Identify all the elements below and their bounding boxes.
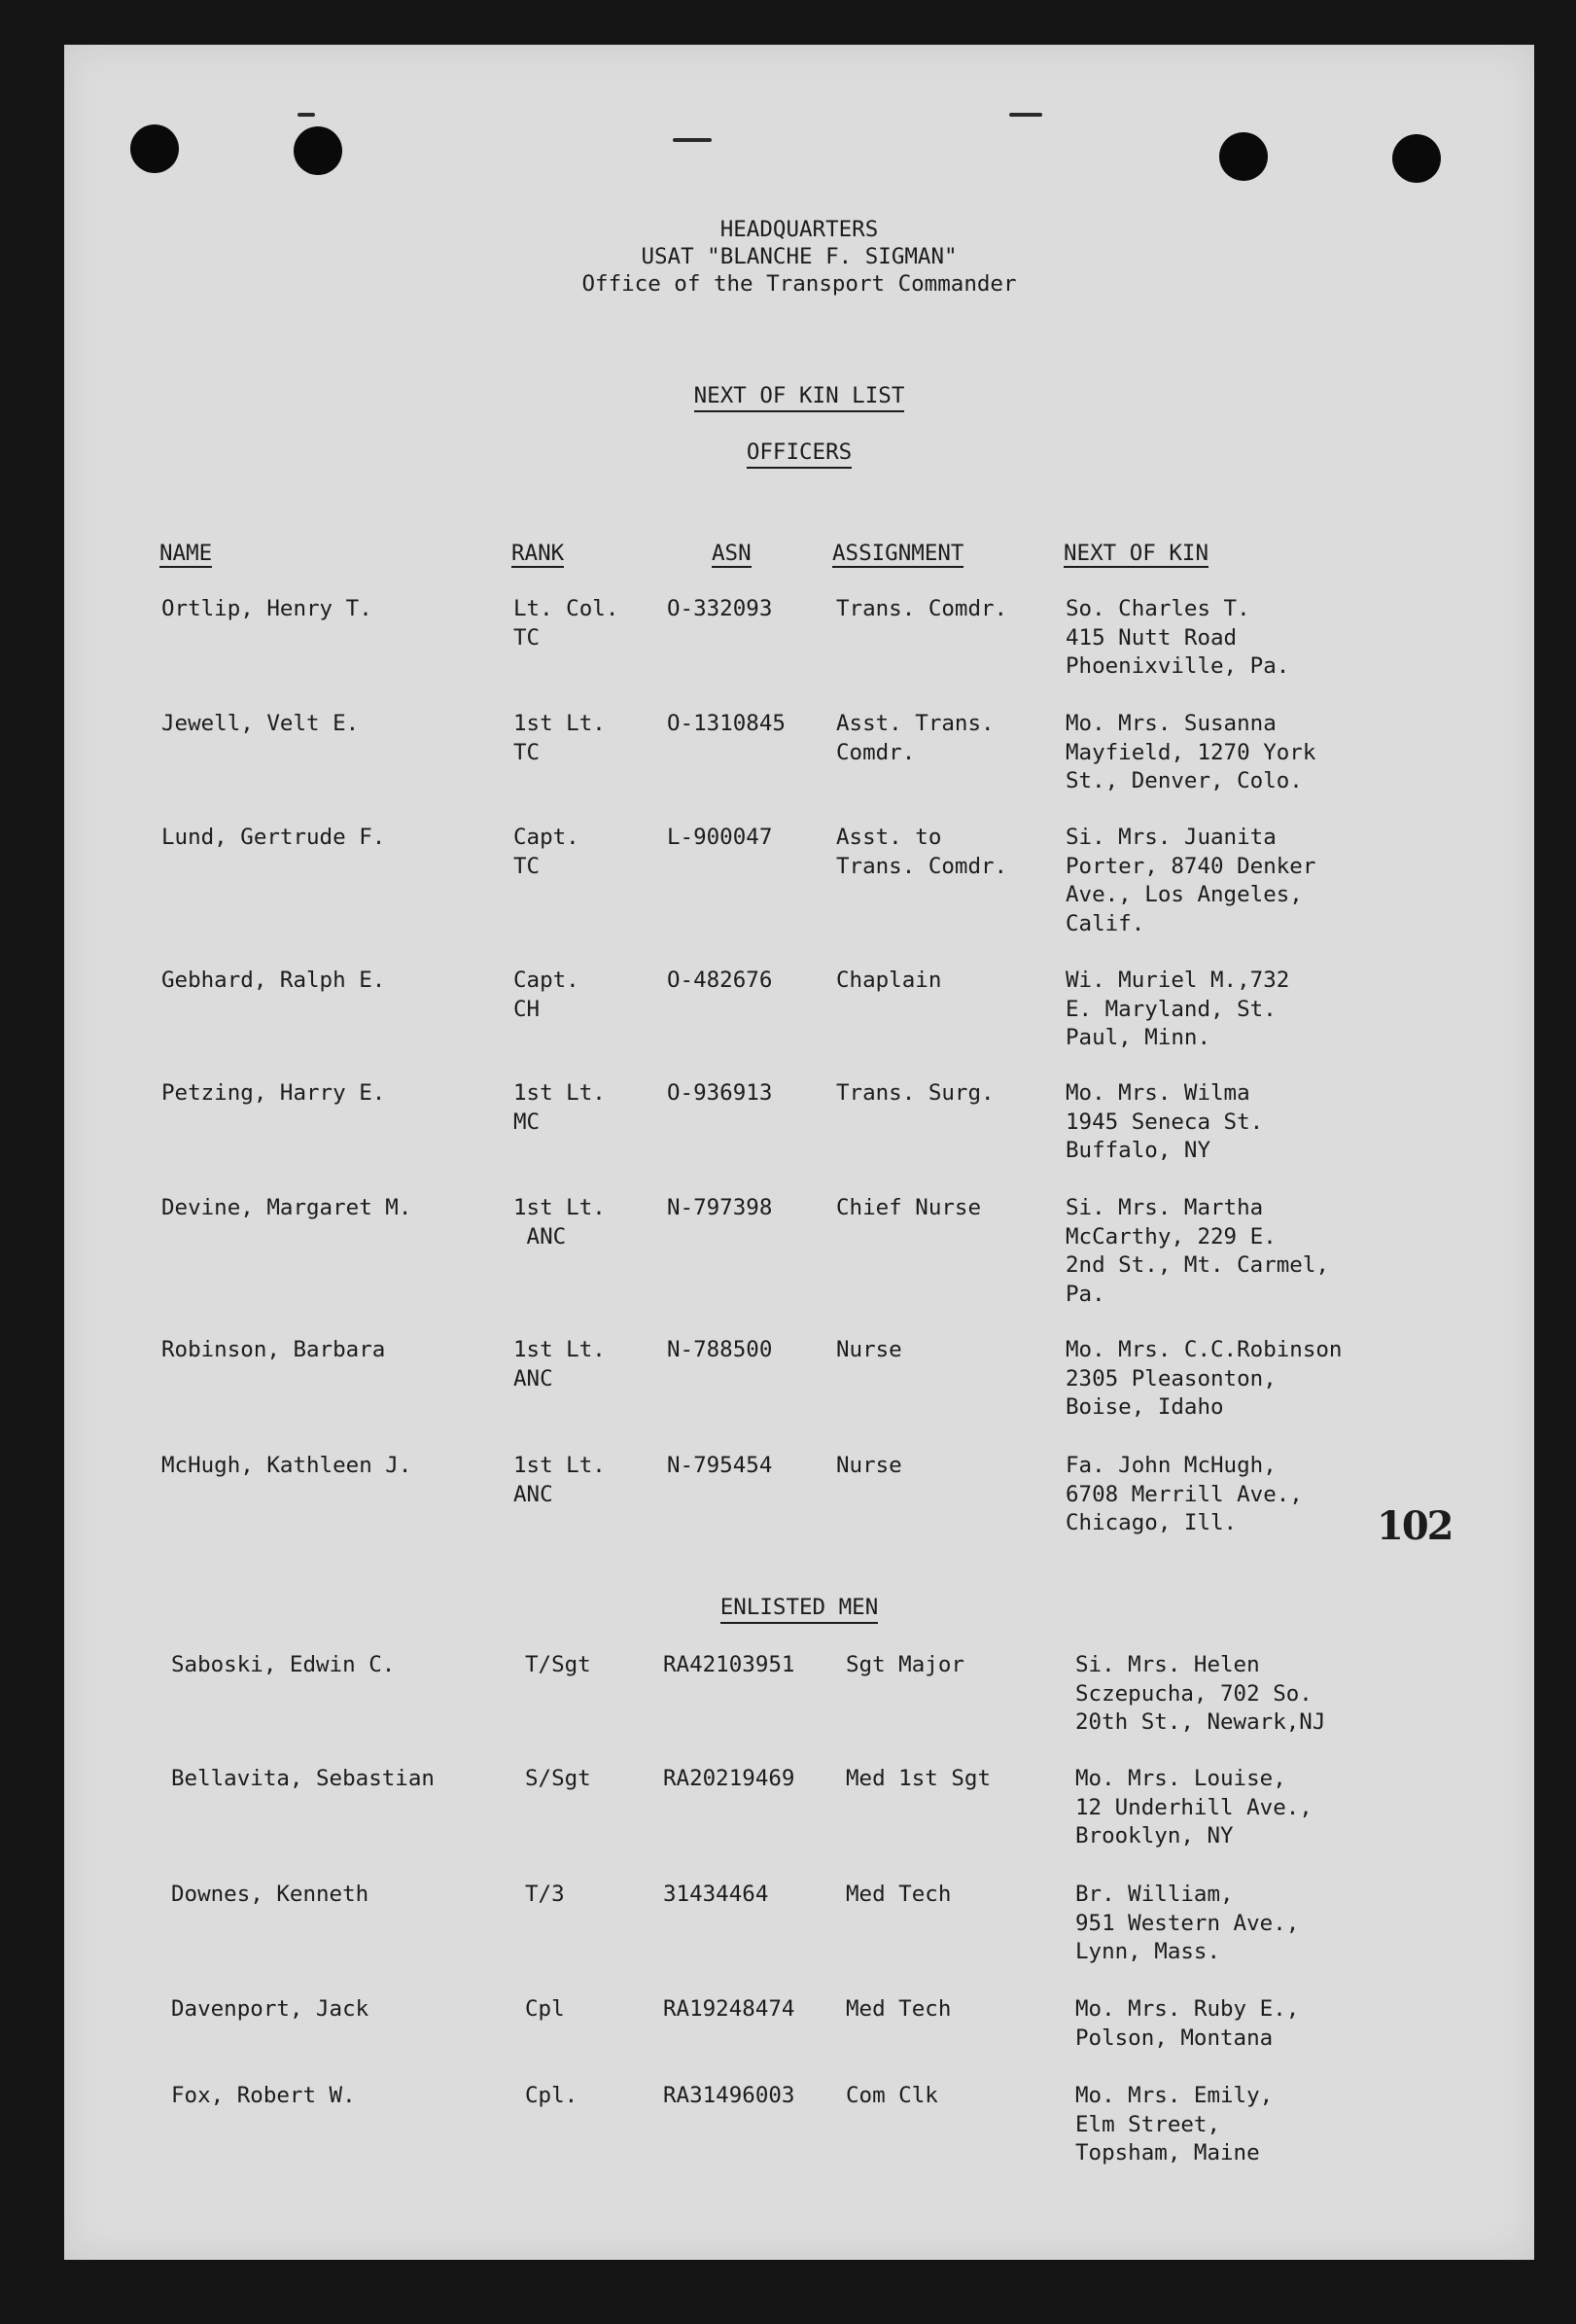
asn-cell (663, 2082, 794, 2111)
next-of-kin-text: Polson, Montana (1075, 2025, 1274, 2051)
next-of-kin-cell (1075, 1995, 1299, 2053)
next-of-kin-cell (1075, 1765, 1313, 1851)
next-of-kin-text: Phoenixville, Pa. (1066, 653, 1290, 679)
name-text: Downes, Kenneth (171, 1882, 369, 1907)
name-cell (171, 1651, 395, 1680)
name-text: Lund, Gertrude F. (161, 825, 386, 850)
header-line: HEADQUARTERS (719, 217, 879, 242)
name-text: Devine, Margaret M. (161, 1195, 412, 1220)
punch-hole (294, 126, 342, 175)
assignment-text: Nurse (836, 1453, 902, 1478)
rank-cell (513, 967, 579, 1024)
rank-text: MC (513, 1109, 541, 1135)
ink-smudge (1009, 113, 1042, 117)
rank-text: ANC (513, 1223, 567, 1250)
asn-cell (667, 710, 786, 739)
name-cell (171, 2082, 356, 2111)
name-cell (171, 1765, 435, 1794)
rank-cell (513, 1194, 606, 1251)
rank-cell (513, 595, 618, 652)
asn-text: O-482676 (667, 968, 773, 993)
officers-heading: OFFICERS (64, 440, 1534, 465)
next-of-kin-text: Calif. (1066, 910, 1145, 936)
rank-text: TC (513, 624, 541, 651)
asn-text: L-900047 (667, 825, 773, 850)
name-cell (161, 1452, 411, 1481)
name-text: Ortlip, Henry T. (161, 596, 372, 621)
next-of-kin-text: Mo. Mrs. Wilma (1066, 1080, 1250, 1106)
column-header-asn: ASN (712, 541, 752, 566)
next-of-kin-text: Pa. (1066, 1281, 1105, 1307)
assignment-text: Trans. Surg. (836, 1080, 995, 1106)
next-of-kin-cell (1066, 1194, 1329, 1309)
header-line: USAT "BLANCHE F. SIGMAN" (641, 244, 958, 269)
name-cell (161, 1336, 385, 1365)
assignment-cell (836, 1452, 902, 1481)
next-of-kin-text: Mo. Mrs. Ruby E., (1075, 1996, 1300, 2022)
rank-text: 1st Lt. (513, 1195, 606, 1220)
rank-text: 1st Lt. (513, 1337, 606, 1362)
next-of-kin-text: 6708 Merrill Ave., (1066, 1481, 1303, 1507)
rank-cell (525, 1881, 565, 1910)
rank-text: TC (513, 739, 541, 765)
next-of-kin-text: Lynn, Mass. (1075, 1939, 1221, 1964)
asn-text: RA42103951 (663, 1652, 795, 1677)
rank-cell (513, 1452, 606, 1509)
name-cell (161, 710, 359, 739)
next-of-kin-text: Fa. John McHugh, (1066, 1453, 1277, 1478)
column-header-assignment: ASSIGNMENT (832, 541, 964, 566)
next-of-kin-cell (1075, 1651, 1325, 1738)
next-of-kin-text: Boise, Idaho (1066, 1394, 1224, 1420)
name-text: Fox, Robert W. (171, 2083, 356, 2108)
assignment-cell (836, 595, 1007, 624)
assignment-cell (846, 1995, 951, 2025)
column-header-name: NAME (159, 541, 213, 566)
assignment-cell (846, 2082, 938, 2111)
name-text: Petzing, Harry E. (161, 1080, 386, 1106)
next-of-kin-text: Si. Mrs. Helen (1075, 1652, 1260, 1677)
next-of-kin-cell (1066, 595, 1289, 682)
document-header (64, 216, 1534, 298)
next-of-kin-cell (1075, 2082, 1273, 2168)
assignment-cell (846, 1651, 964, 1680)
assignment-cell (836, 1336, 902, 1365)
asn-cell (667, 967, 772, 996)
asn-text: N-797398 (667, 1195, 773, 1220)
rank-text: T/3 (525, 1882, 565, 1907)
name-text: Bellavita, Sebastian (171, 1766, 435, 1791)
rank-text: Lt. Col. (513, 596, 619, 621)
asn-cell (667, 824, 772, 853)
next-of-kin-text: Topsham, Maine (1075, 2140, 1260, 2166)
assignment-text: Comdr. (836, 739, 916, 765)
name-text: Gebhard, Ralph E. (161, 968, 386, 993)
assignment-cell (836, 824, 1007, 881)
next-of-kin-text: 2nd St., Mt. Carmel, (1066, 1252, 1329, 1278)
next-of-kin-cell (1066, 1336, 1342, 1423)
next-of-kin-cell (1066, 1452, 1303, 1538)
assignment-cell (846, 1765, 991, 1794)
ink-smudge (298, 113, 315, 117)
name-text: McHugh, Kathleen J. (161, 1453, 412, 1478)
next-of-kin-text: Buffalo, NY (1066, 1138, 1211, 1163)
rank-text: CH (513, 996, 541, 1022)
rank-text: T/Sgt (525, 1652, 591, 1677)
next-of-kin-text: Porter, 8740 Denker (1066, 853, 1316, 879)
next-of-kin-cell (1075, 1881, 1299, 1967)
assignment-text: Med Tech (846, 1882, 952, 1907)
assignment-text: Sgt Major (846, 1652, 964, 1677)
assignment-cell (846, 1881, 951, 1910)
next-of-kin-text: E. Maryland, St. (1066, 996, 1277, 1022)
next-of-kin-text: Mo. Mrs. C.C.Robinson (1066, 1337, 1343, 1362)
next-of-kin-text: Wi. Muriel M.,732 (1066, 968, 1290, 993)
name-cell (161, 824, 385, 853)
rank-cell (525, 1995, 565, 2025)
next-of-kin-text: Paul, Minn. (1066, 1025, 1211, 1050)
rank-text: 1st Lt. (513, 711, 606, 736)
rank-text: S/Sgt (525, 1766, 591, 1791)
name-cell (171, 1995, 368, 2025)
document-page (64, 45, 1534, 2260)
next-of-kin-text: Mo. Mrs. Louise, (1075, 1766, 1286, 1791)
rank-text: Cpl (525, 1996, 565, 2022)
next-of-kin-cell (1066, 824, 1315, 938)
assignment-cell (836, 1194, 981, 1223)
assignment-text: Com Clk (846, 2083, 938, 2108)
next-of-kin-text: Chicago, Ill. (1066, 1510, 1238, 1535)
asn-cell (667, 1452, 772, 1481)
next-of-kin-text: Elm Street, (1075, 2111, 1221, 2137)
rank-text: 1st Lt. (513, 1080, 606, 1106)
name-cell (161, 595, 372, 624)
asn-text: N-788500 (667, 1337, 773, 1362)
asn-text: O-1310845 (667, 711, 786, 736)
rank-cell (513, 1336, 606, 1393)
assignment-text: Trans. Comdr. (836, 853, 1008, 879)
column-header-next-of-kin: NEXT OF KIN (1064, 541, 1209, 566)
next-of-kin-text: Mo. Mrs. Susanna (1066, 711, 1277, 736)
asn-text: O-936913 (667, 1080, 773, 1106)
next-of-kin-text: So. Charles T. (1066, 596, 1250, 621)
assignment-text: Asst. to (836, 825, 942, 850)
punch-hole (1392, 134, 1441, 183)
asn-cell (667, 1336, 772, 1365)
name-text: Jewell, Velt E. (161, 711, 360, 736)
rank-text: ANC (513, 1481, 553, 1507)
name-text: Robinson, Barbara (161, 1337, 386, 1362)
asn-cell (663, 1881, 768, 1910)
assignment-text: Med Tech (846, 1996, 952, 2022)
rank-text: TC (513, 853, 541, 879)
rank-cell (525, 1765, 591, 1794)
next-of-kin-text: Si. Mrs. Juanita (1066, 825, 1277, 850)
name-text: Davenport, Jack (171, 1996, 369, 2022)
next-of-kin-cell (1066, 1079, 1263, 1166)
next-of-kin-text: 20th St., Newark,NJ (1075, 1709, 1326, 1735)
name-cell (161, 967, 385, 996)
assignment-text: Trans. Comdr. (836, 596, 1008, 621)
page-number: 102 (1377, 1503, 1453, 1549)
next-of-kin-text: 12 Underhill Ave., (1075, 1794, 1313, 1820)
asn-text: RA20219469 (663, 1766, 795, 1791)
rank-text: Capt. (513, 968, 579, 993)
rank-cell (513, 824, 579, 881)
rank-text: Capt. (513, 825, 579, 850)
assignment-text: Asst. Trans. (836, 711, 995, 736)
rank-text: Cpl. (525, 2083, 578, 2108)
next-of-kin-text: Mayfield, 1270 York (1066, 739, 1316, 765)
asn-text: N-795454 (667, 1453, 773, 1478)
asn-text: O-332093 (667, 596, 773, 621)
punch-hole (130, 124, 179, 173)
next-of-kin-text: Ave., Los Angeles, (1066, 882, 1303, 907)
asn-text: RA31496003 (663, 2083, 795, 2108)
next-of-kin-text: 1945 Seneca St. (1066, 1109, 1264, 1135)
assignment-cell (836, 710, 995, 767)
asn-cell (667, 1194, 772, 1223)
next-of-kin-text: McCarthy, 229 E. (1066, 1223, 1277, 1250)
next-of-kin-text: Brooklyn, NY (1075, 1823, 1234, 1849)
next-of-kin-cell (1066, 967, 1289, 1053)
rank-cell (513, 1079, 606, 1137)
rank-cell (513, 710, 606, 767)
next-of-kin-text: Mo. Mrs. Emily, (1075, 2083, 1274, 2108)
asn-cell (667, 595, 772, 624)
next-of-kin-text: 415 Nutt Road (1066, 624, 1238, 651)
assignment-text: Chaplain (836, 968, 942, 993)
name-cell (161, 1079, 385, 1109)
list-title: NEXT OF KIN LIST (64, 383, 1534, 408)
rank-cell (525, 2082, 578, 2111)
punch-hole (1219, 132, 1268, 181)
enlisted-heading: ENLISTED MEN (64, 1595, 1534, 1620)
asn-cell (663, 1765, 794, 1794)
asn-cell (663, 1651, 794, 1680)
assignment-text: Med 1st Sgt (846, 1766, 992, 1791)
next-of-kin-text: Si. Mrs. Martha (1066, 1195, 1264, 1220)
next-of-kin-cell (1066, 710, 1315, 796)
next-of-kin-text: 2305 Pleasonton, (1066, 1365, 1277, 1391)
assignment-text: Chief Nurse (836, 1195, 982, 1220)
header-line: Office of the Transport Commander (581, 271, 1017, 297)
rank-text: 1st Lt. (513, 1453, 606, 1478)
column-header-rank: RANK (511, 541, 565, 566)
next-of-kin-text: 951 Western Ave., (1075, 1910, 1300, 1936)
rank-text: ANC (513, 1365, 553, 1391)
asn-text: RA19248474 (663, 1996, 795, 2022)
assignment-cell (836, 967, 941, 996)
assignment-text: Nurse (836, 1337, 902, 1362)
rank-cell (525, 1651, 591, 1680)
assignment-cell (836, 1079, 995, 1109)
asn-cell (667, 1079, 772, 1109)
asn-cell (663, 1995, 794, 2025)
name-cell (171, 1881, 368, 1910)
next-of-kin-text: Br. William, (1075, 1882, 1234, 1907)
asn-text: 31434464 (663, 1882, 769, 1907)
next-of-kin-text: St., Denver, Colo. (1066, 768, 1303, 793)
next-of-kin-text: Sczepucha, 702 So. (1075, 1680, 1313, 1707)
ink-smudge (673, 138, 712, 142)
name-cell (161, 1194, 411, 1223)
name-text: Saboski, Edwin C. (171, 1652, 396, 1677)
